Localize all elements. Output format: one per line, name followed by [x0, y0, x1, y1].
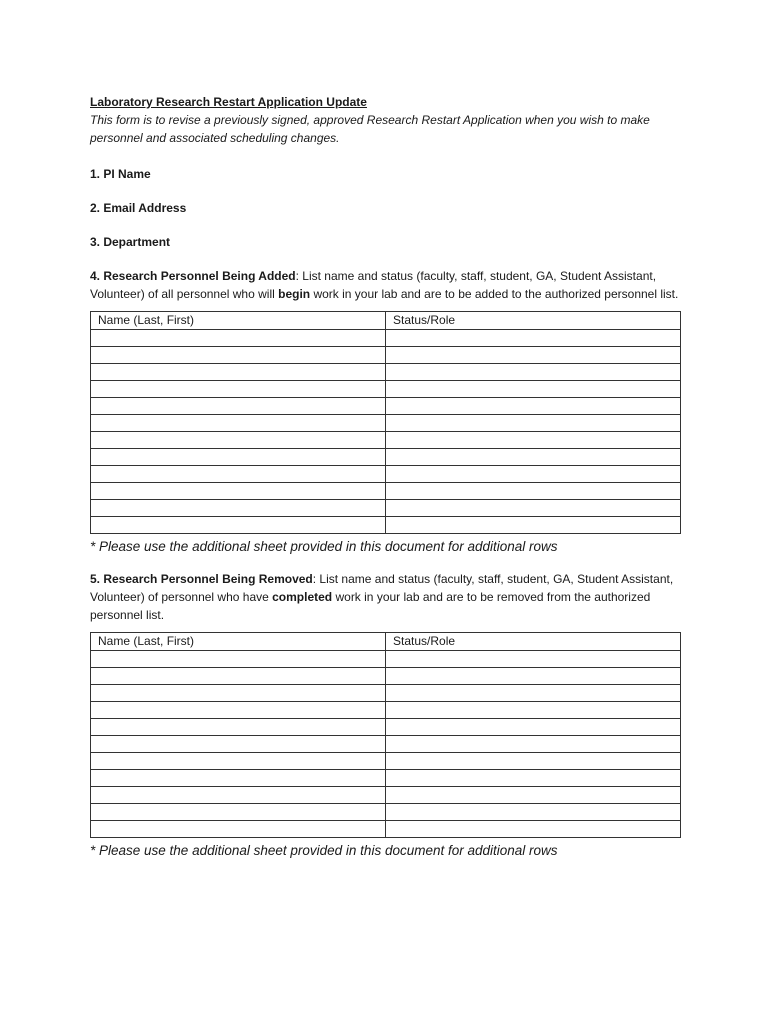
name-cell[interactable] — [91, 432, 386, 449]
table-row — [91, 466, 681, 483]
table-row — [91, 821, 681, 838]
section4-description — [90, 267, 680, 303]
section5-emphasis: completed — [272, 590, 333, 604]
table-row — [91, 517, 681, 534]
name-cell[interactable] — [91, 415, 386, 432]
name-cell[interactable] — [91, 466, 386, 483]
status-cell[interactable] — [386, 500, 681, 517]
table-row — [91, 330, 681, 347]
status-cell[interactable] — [386, 517, 681, 534]
name-column-header: Name (Last, First) — [91, 312, 386, 330]
section4-text-b: work in your lab and are to be added to the authorized personnel list. — [310, 287, 679, 301]
name-cell[interactable] — [91, 330, 386, 347]
table-row — [91, 702, 681, 719]
name-cell[interactable] — [91, 702, 386, 719]
table-row — [91, 347, 681, 364]
status-cell[interactable] — [386, 466, 681, 483]
name-cell[interactable] — [91, 398, 386, 415]
section5-text-b: work in your lab and are to be removed from the authorized personnel list. — [90, 590, 651, 622]
section4-note: * Please use the additional sheet provided in this document for additional rows — [90, 539, 558, 554]
name-cell[interactable] — [91, 668, 386, 685]
status-cell[interactable] — [386, 702, 681, 719]
name-cell[interactable] — [91, 787, 386, 804]
table-row — [91, 668, 681, 685]
table-row — [91, 381, 681, 398]
status-cell[interactable] — [386, 415, 681, 432]
status-cell[interactable] — [386, 651, 681, 668]
department-label: 3. Department — [90, 235, 171, 249]
name-cell[interactable] — [91, 753, 386, 770]
status-cell[interactable] — [386, 432, 681, 449]
status-cell[interactable] — [386, 668, 681, 685]
table-row — [91, 804, 681, 821]
name-column-header: Name (Last, First) — [91, 633, 386, 651]
name-cell[interactable] — [91, 364, 386, 381]
table-header-row — [91, 633, 681, 651]
removed-personnel-table — [90, 632, 681, 838]
table-row — [91, 500, 681, 517]
name-cell[interactable] — [91, 736, 386, 753]
table-row — [91, 432, 681, 449]
form-title: Laboratory Research Restart Application Update — [90, 95, 367, 109]
name-cell[interactable] — [91, 483, 386, 500]
status-column-header: Status/Role — [386, 633, 681, 651]
status-cell[interactable] — [386, 787, 681, 804]
table-row — [91, 787, 681, 804]
status-cell[interactable] — [386, 483, 681, 500]
name-cell[interactable] — [91, 804, 386, 821]
table-row — [91, 736, 681, 753]
email-address-label: 2. Email Address — [90, 201, 187, 215]
status-cell[interactable] — [386, 398, 681, 415]
pi-name-label: 1. PI Name — [90, 167, 151, 181]
status-cell[interactable] — [386, 685, 681, 702]
table-row — [91, 483, 681, 500]
table-row — [91, 753, 681, 770]
form-page — [90, 93, 680, 860]
name-cell[interactable] — [91, 685, 386, 702]
name-cell[interactable] — [91, 770, 386, 787]
status-cell[interactable] — [386, 381, 681, 398]
table-row — [91, 449, 681, 466]
name-cell[interactable] — [91, 719, 386, 736]
table-row — [91, 398, 681, 415]
status-column-header: Status/Role — [386, 312, 681, 330]
status-cell[interactable] — [386, 347, 681, 364]
table-row — [91, 770, 681, 787]
status-cell[interactable] — [386, 719, 681, 736]
status-cell[interactable] — [386, 753, 681, 770]
table-row — [91, 719, 681, 736]
status-cell[interactable] — [386, 330, 681, 347]
status-cell[interactable] — [386, 736, 681, 753]
table-row — [91, 685, 681, 702]
section5-text-a: : List name and status (faculty, staff, student, GA, Student Assistant, Volunteer) of personnel who have — [90, 572, 674, 604]
status-cell[interactable] — [386, 821, 681, 838]
status-cell[interactable] — [386, 804, 681, 821]
status-cell[interactable] — [386, 770, 681, 787]
table-row — [91, 651, 681, 668]
table-header-row — [91, 312, 681, 330]
section4-text-a: : List name and status (faculty, staff, student, GA, Student Assistant, Volunteer) of all personnel who will — [90, 269, 657, 301]
name-cell[interactable] — [91, 500, 386, 517]
name-cell[interactable] — [91, 347, 386, 364]
name-cell[interactable] — [91, 449, 386, 466]
table-row — [91, 364, 681, 381]
name-cell[interactable] — [91, 821, 386, 838]
status-cell[interactable] — [386, 364, 681, 381]
name-cell[interactable] — [91, 517, 386, 534]
section5-heading: 5. Research Personnel Being Removed — [90, 572, 313, 586]
added-personnel-table — [90, 311, 681, 534]
section5-note: * Please use the additional sheet provided in this document for additional rows — [90, 843, 558, 858]
section4-heading: 4. Research Personnel Being Added — [90, 269, 296, 283]
section4-emphasis: begin — [278, 287, 311, 301]
table-row — [91, 415, 681, 432]
name-cell[interactable] — [91, 651, 386, 668]
name-cell[interactable] — [91, 381, 386, 398]
form-intro: This form is to revise a previously signed, approved Research Restart Application when you wish to make personnel and associated scheduling changes. — [90, 113, 650, 145]
section5-description — [90, 570, 680, 624]
status-cell[interactable] — [386, 449, 681, 466]
